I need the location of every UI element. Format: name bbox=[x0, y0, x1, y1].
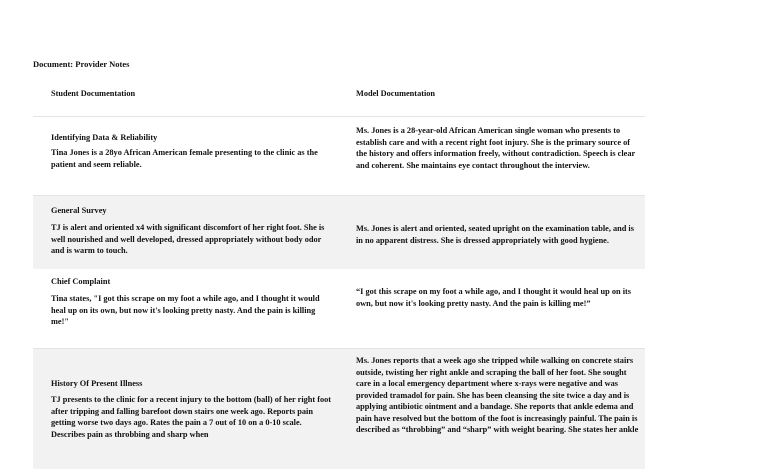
model-text: “I got this scrape on my foot a while ago, and I thought it would heal up on its own, but now it's looking pretty nasty. And the pain is killing me!” bbox=[356, 287, 631, 308]
student-text: TJ presents to the clinic for a recent injury to the bottom (ball) of her right foot after tripping and falling barefoot down stairs one week ago. Reports pain getting worse two days ago. Rates the pain a 7 out of 10 on a 0-10 scale. Describes pain as throbbing and sharp when bbox=[51, 395, 332, 439]
section-title: General Survey bbox=[51, 206, 107, 215]
student-cell bbox=[51, 276, 334, 328]
section-title: Identifying Data & Reliability bbox=[51, 133, 158, 142]
table-row bbox=[33, 269, 645, 349]
table-row bbox=[33, 349, 645, 469]
section-title: Chief Complaint bbox=[51, 277, 111, 286]
table-header bbox=[33, 80, 645, 117]
student-text: Tina states, "I got this scrape on my foot a while ago, and I thought it would heal up on its own, but now it's looking pretty nasty. And the pain is killing me!" bbox=[51, 294, 320, 326]
student-column-header: Student Documentation bbox=[51, 89, 136, 98]
student-text: Tina Jones is a 28yo African American female presenting to the clinic as the patient and seem reliable. bbox=[51, 148, 318, 169]
model-cell bbox=[356, 223, 641, 246]
student-cell bbox=[51, 205, 334, 257]
table-row bbox=[33, 196, 645, 269]
model-cell bbox=[356, 286, 641, 309]
section-title: History Of Present Illness bbox=[51, 379, 143, 388]
model-text: Ms. Jones is alert and oriented, seated upright on the examination table, and is in no apparent distress. She is dressed appropriately with good hygiene. bbox=[356, 224, 634, 245]
student-cell bbox=[51, 132, 334, 170]
student-cell bbox=[51, 378, 334, 440]
table-row bbox=[33, 117, 645, 196]
model-text: Ms. Jones is a 28-year-old African American single woman who presents to establish care and with a recent right foot injury. She is the primary source of the history and offers information freely, without contradiction. Speech is clear and coherent. She maintains eye contact throughout the interview. bbox=[356, 126, 635, 170]
document-title: Document: Provider Notes bbox=[33, 59, 130, 69]
model-cell bbox=[356, 125, 641, 171]
model-column-header: Model Documentation bbox=[356, 89, 436, 98]
model-text: Ms. Jones reports that a week ago she tripped while walking on concrete stairs outside, twisting her right ankle and scraping the ball of her foot. She sought care in a local emergency department where x-rays were negative and was provided tramadol for pain. She has been cleansing the site twice a day and is applying antibiotic ointment and a bandage. She reports that ankle edema and pain have resolved but the bottom of the foot is increasingly painful. The pain is described as “throbbing” and “sharp” with weight bearing. She states her ankle bbox=[356, 356, 639, 434]
documentation-table bbox=[33, 80, 645, 469]
student-text: TJ is alert and oriented x4 with significant discomfort of her right foot. She is well nourished and well developed, dressed appropriately without body odor and is warm to touch. bbox=[51, 223, 325, 255]
model-cell bbox=[356, 355, 641, 436]
